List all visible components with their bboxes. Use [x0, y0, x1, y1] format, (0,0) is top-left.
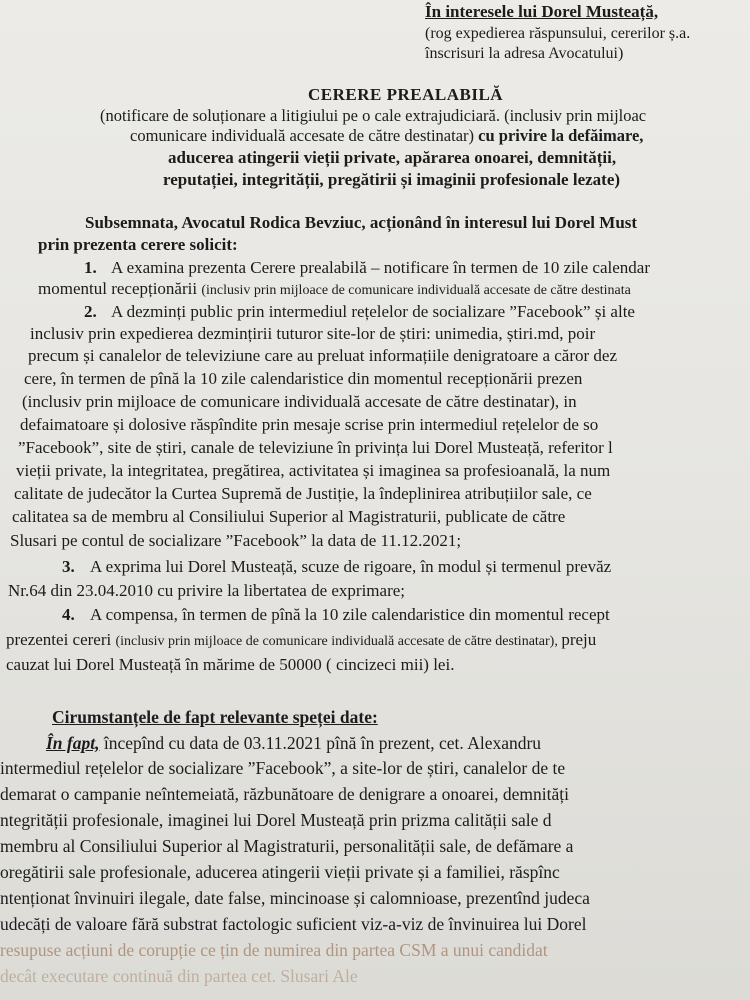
item-2-line-10: calitatea sa de membru al Consiliului Superior al Magistraturii, publicate de către	[12, 507, 566, 526]
item-2-line-5: (inclusiv prin mijloace de comunicare individuală accesate de către destinatar), in	[22, 392, 577, 411]
title-subtitle-4: reputației, integrității, pregătirii și imaginii profesionale lezate)	[163, 170, 621, 189]
circumstances-line-9: resupuse acțiuni de corupție ce țin de numirea din partea CSM a unui candidat	[0, 940, 548, 960]
item-1-line-1: A examina prezenta Cerere prealabilă – notificare în termen de 10 zile calendar	[111, 258, 650, 277]
item-2-line-1: A dezminți public prin intermediul rețelelor de socializare ”Facebook” și alte	[111, 302, 635, 321]
item-2-number: 2.	[84, 302, 97, 321]
item-2-line-2: inclusiv prin expedierea dezmințirii tuturor site-lor de știri: unimedia, știri.md, poir	[30, 324, 596, 343]
item-2-line-7: ”Facebook”, site de știri, canale de televiziune în privința lui Dorel Musteață, referitor l	[18, 438, 613, 457]
intro-line-2: prin prezenta cerere solicit:	[38, 235, 238, 254]
circumstances-line-4: ntegrității profesionale, imaginei lui Dorel Musteață prin prizma calității sale d	[0, 810, 552, 830]
circumstances-line-6: oregătirii sale profesionale, aducerea atingerii vieții private și a familiei, răspînc	[0, 862, 560, 882]
circumstances-heading: Cirumstanțele de fapt relevante speței date:	[52, 707, 378, 727]
item-2-line-8: vieții private, la integritatea, pregătirea, activitatea și imaginea sa profesioanală, la num	[16, 461, 611, 480]
circumstances-line-1: În fapt, începînd cu data de 03.11.2021 pînă în prezent, cet. Alexandru	[46, 733, 542, 753]
item-3-line-2: Nr.64 din 23.04.2010 cu privire la libertatea de exprimare;	[8, 581, 406, 600]
item-3-number: 3.	[62, 557, 75, 576]
item-3-line-1: A exprima lui Dorel Musteață, scuze de rigoare, în modul și termenul prevăz	[90, 557, 612, 576]
item-4-number: 4.	[62, 605, 75, 624]
title-subtitle-1: (notificare de soluționare a litigiului pe o cale extrajudiciară. (inclusiv prin mijloac	[100, 106, 647, 125]
item-4-line-1: A compensa, în termen de pînă la 10 zile calendaristice din momentul recept	[90, 605, 610, 624]
item-2-line-4: cere, în termen de pînă la 10 zile calendaristice din momentul recepționării prezen	[24, 369, 583, 388]
circumstances-line-2: intermediul rețelelor de socializare ”Facebook”, a site-lor de știri, canalelor de te	[0, 758, 566, 778]
header-interests-line: În interesele lui Dorel Musteață,	[425, 2, 659, 21]
header-address-line: înscrisuri la adresa Avocatului)	[425, 45, 624, 62]
item-2-line-3: precum și canalelor de televiziune care au preluat informațiile denigratoare a căror dez	[28, 346, 618, 365]
circumstances-line-3: demarat o campanie neîntemeiată, răzbunătoare de denigrare a onoarei, demnități	[0, 784, 569, 804]
title-subtitle-2: comunicare individuală accesate de către destinatar) cu privire la defăimare,	[130, 126, 644, 145]
item-1-number: 1.	[84, 258, 97, 277]
intro-line-1: Subsemnata, Avocatul Rodica Bevziuc, acționând în interesul lui Dorel Must	[85, 213, 638, 232]
circumstances-line-7: ntenționat învinuiri ilegale, date false, mincinoase și calomnioase, prezentînd judeca	[0, 888, 590, 908]
item-4-line-3: cauzat lui Dorel Musteață în mărime de 50000 ( cincizeci mii) lei.	[6, 655, 455, 674]
circumstances-line-8: udecăți de valoare fără substrat factologic suficient viz-a-viz de învinuirea lui Dorel	[0, 914, 587, 934]
item-4-line-2: prezentei cereri (inclusiv prin mijloace de comunicare individuală accesate de către destinatar), preju	[6, 630, 597, 649]
item-2-line-11: Slusari pe contul de socializare ”Facebook” la data de 11.12.2021;	[10, 531, 462, 550]
circumstances-line-10: decât executare continuă din partea cet. Slusari Ale	[0, 966, 358, 986]
item-2-line-9: calitate de judecător la Curtea Supremă de Justiție, la îndeplinirea atribuțiilor sale, ce	[14, 484, 592, 503]
circumstances-line-5: membru al Consiliului Superior al Magistraturii, personalității sale, de defămare a	[0, 836, 574, 856]
header-request-line: (rog expedierea răspunsului, cererilor ș.a.	[425, 25, 691, 42]
document-title: CERERE PREALABILĂ	[308, 85, 504, 104]
item-1-line-2: momentul recepționării (inclusiv prin mijloace de comunicare individuală accesate de către destinata	[38, 279, 631, 298]
title-subtitle-3: aducerea atingerii vieții private, apărarea onoarei, demnității,	[168, 148, 617, 167]
item-2-line-6: defaimatoare și dolosive răspîndite prin mesaje scrise prin intermediul rețelelor de so	[20, 415, 599, 434]
